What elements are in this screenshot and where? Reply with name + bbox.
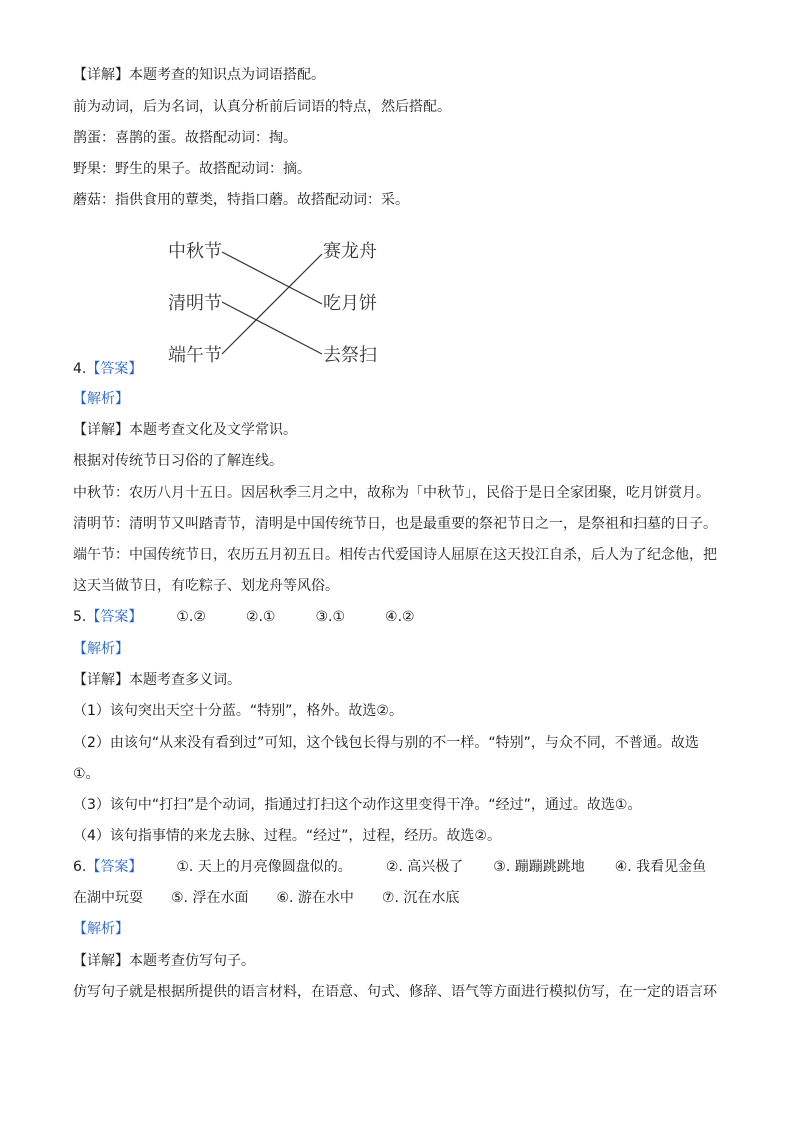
detail-tag: 【详解】: [73, 422, 129, 438]
festival-left-1: 中秋节: [168, 241, 222, 262]
text-line: （1）该句突出天空十分蓝。“特别”，格外。故选②。: [73, 703, 403, 719]
text-line: 清明节：清明节又叫踏青节，清明是中国传统节日，也是最重要的祭祀节日之一，是祭祖和扫墓的日子。: [73, 516, 717, 532]
detail-line-1: [73, 66, 734, 84]
custom-right-3: 去祭扫: [323, 345, 377, 366]
text-line: 根据对传统节日习俗的了解连线。: [73, 453, 283, 469]
analysis-tag: 【解析】: [73, 921, 129, 937]
text-line: 野果：野生的果子。故搭配动词：摘。: [73, 161, 311, 177]
answer-item: ⑦. 沉在水底: [381, 890, 460, 906]
answer-tag: 【答案】: [86, 859, 143, 875]
answer-item: ①.②: [176, 609, 206, 625]
detail-tag: 【详解】: [73, 953, 129, 969]
custom-right-2: 吃月饼: [323, 293, 377, 314]
answer-item: ④. 我看见金鱼: [614, 859, 707, 875]
analysis-tag: 【解析】: [73, 391, 129, 407]
detail-text: 本题考查仿写句子。: [129, 953, 255, 969]
detail-line: [73, 421, 734, 439]
connector-line: [222, 252, 322, 304]
detail-text: 本题考查文化及文学常识。: [129, 422, 297, 438]
answer-item: ②.①: [245, 609, 276, 625]
detail-text: 本题考查多义词。: [129, 672, 241, 688]
question-number: 5.: [73, 609, 87, 625]
festival-left-2: 清明节: [168, 293, 222, 314]
q6-answer-line: [73, 858, 734, 876]
answer-tag: 【答案】: [86, 609, 143, 625]
text-line: ①。: [73, 766, 100, 782]
text-line: 这天当做节日，有吃粽子、划龙舟等风俗。: [73, 578, 339, 594]
text-line: （3）该句中“打扫”是个动词，指通过打扫这个动作这里变得干净。“经过”，通过。故选①。: [73, 797, 642, 813]
connector-line: [222, 254, 322, 354]
answer-item: ⑤. 浮在水面: [171, 890, 249, 906]
matching-diagram: [160, 232, 400, 372]
q5-answer-line: [73, 608, 734, 626]
text-line: 仿写句子就是根据所提供的语言材料，在语意、句式、修辞、语气等方面进行模拟仿写，在一定的语言环: [73, 984, 717, 1000]
question-number: 4.: [73, 361, 87, 377]
detail-text: 本题考查的知识点为词语搭配。: [129, 67, 325, 83]
answer-item: ④.②: [385, 609, 415, 625]
text-line: 前为动词，后为名词，认真分析前后词语的特点，然后搭配。: [73, 99, 451, 115]
q4-answer-line: [73, 360, 734, 378]
text-line: 中秋节：农历八月十五日。因居秋季三月之中，故称为「中秋节」，民俗于是日全家团聚，吃月饼赏月。: [73, 485, 710, 501]
answer-item: ③.①: [315, 609, 346, 625]
text-line: 鹊蛋：喜鹊的蛋。故搭配动词：掏。: [73, 130, 297, 146]
custom-right-1: 赛龙舟: [323, 241, 377, 262]
question-number: 6.: [73, 859, 87, 875]
answer-item: ②. 高兴极了: [385, 859, 464, 875]
q6-answer-line-2: [73, 889, 734, 907]
text-line: 端午节：中国传统节日，农历五月初五日。相传古代爱国诗人屈原在这天投江自杀，后人为了纪念他，把: [73, 547, 717, 563]
answer-item: ③. 蹦蹦跳跳地: [493, 859, 585, 875]
answer-item: ⑥. 游在水中: [276, 890, 354, 906]
answer-tag: 【答案】: [86, 361, 143, 377]
answer-item: 在湖中玩耍: [73, 890, 143, 906]
text-line: （2）由该句“从来没有看到过”可知，这个钱包长得与别的不一样。“特别”，与众不同，不普通。故选: [73, 735, 699, 751]
connector-line: [222, 302, 322, 354]
text-line: 蘑菇：指供食用的蕈类，特指口蘑。故搭配动词：采。: [73, 192, 409, 208]
detail-line: [73, 671, 734, 689]
detail-line: [73, 952, 734, 970]
text-line: （4）该句指事情的来龙去脉、过程。“经过”，过程，经历。故选②。: [73, 828, 501, 844]
answer-item: ①. 天上的月亮像圆盘似的。: [176, 859, 352, 875]
festival-left-3: 端午节: [168, 345, 222, 366]
detail-tag: 【详解】: [73, 672, 129, 688]
analysis-tag: 【解析】: [73, 641, 129, 657]
detail-tag: 【详解】: [73, 67, 129, 83]
